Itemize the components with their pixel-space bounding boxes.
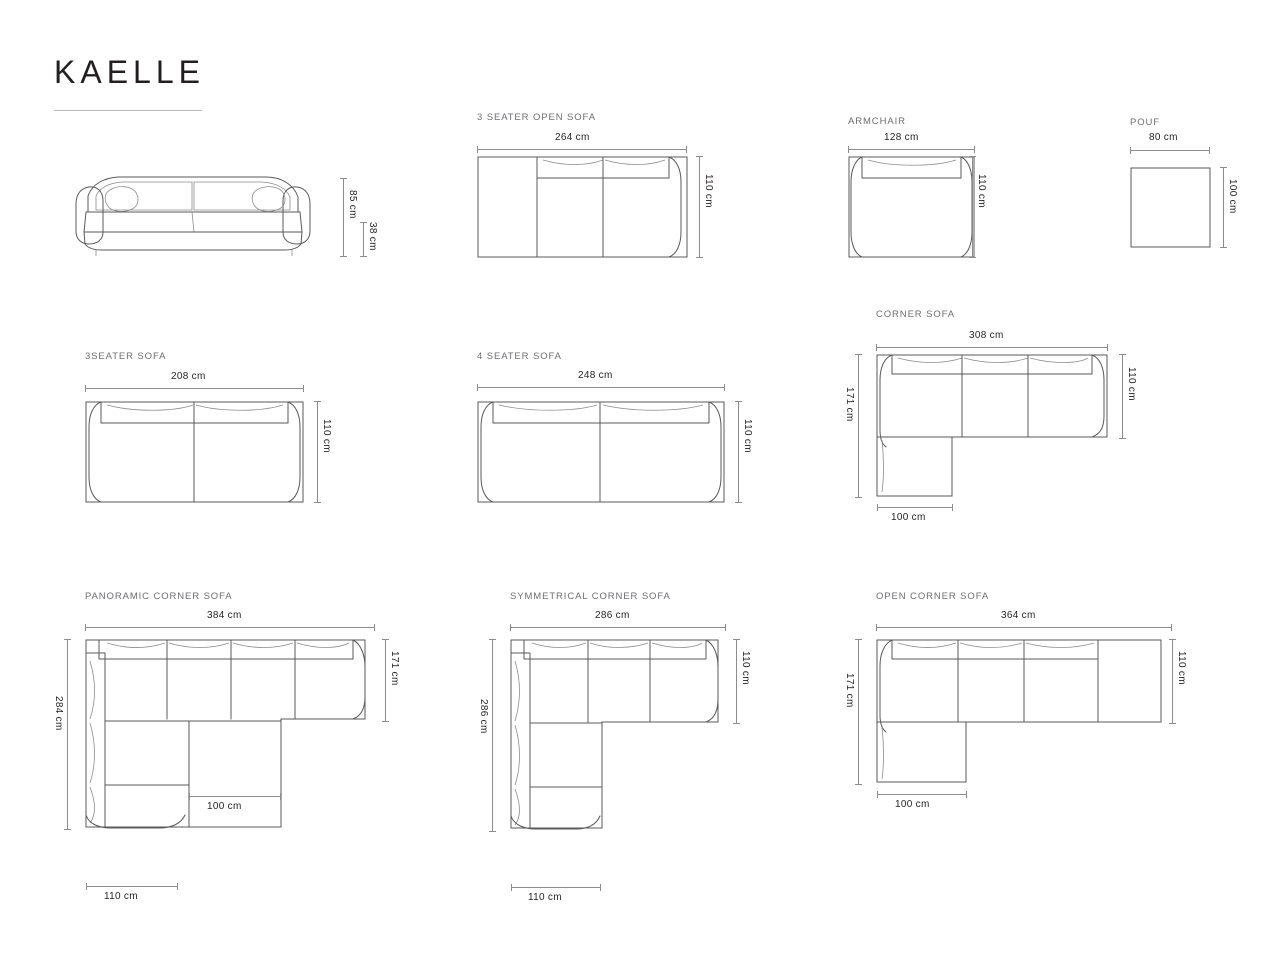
dim-tick: [360, 222, 367, 223]
dim-label-depth-right: 171 cm: [389, 651, 400, 686]
dim-tick: [477, 384, 478, 391]
plan-pouf: [1130, 167, 1214, 251]
plan-3-seater-open-sofa: [477, 156, 692, 261]
diagram-hero-sofa: [70, 160, 378, 270]
dim-tick: [725, 624, 726, 631]
dim-line-depth: [1223, 167, 1224, 247]
dim-line-38: [363, 222, 364, 256]
dim-label-chaise-width: 100 cm: [895, 799, 930, 810]
dim-tick: [64, 829, 71, 830]
dim-tick: [952, 504, 953, 511]
dim-tick: [510, 624, 511, 631]
plan-corner-sofa: [876, 354, 1112, 499]
dim-tick: [303, 385, 304, 392]
dim-label-seat-height: 38 cm: [367, 222, 378, 251]
plan-armchair: [848, 156, 978, 261]
dim-label-width: 264 cm: [555, 132, 590, 143]
dim-line-depth-right: [385, 639, 386, 721]
dim-label-width: 364 cm: [1001, 610, 1036, 621]
dim-line-width: [1130, 150, 1210, 151]
dim-label-depth-left: 171 cm: [844, 387, 855, 422]
dim-tick: [382, 721, 389, 722]
dim-label-depth: 110 cm: [742, 419, 753, 453]
diagram-armchair: [848, 116, 1028, 276]
dim-label-width: 286 cm: [595, 610, 630, 621]
dim-label-total-height: 85 cm: [347, 190, 358, 219]
dim-tick: [876, 344, 877, 351]
dim-label-chaise-width: 100 cm: [207, 801, 242, 812]
dim-tick: [855, 497, 862, 498]
dim-line-depth: [317, 401, 318, 502]
diagram-3-seater-open-sofa: [477, 112, 737, 272]
dim-label-depth: 110 cm: [703, 174, 714, 208]
dim-label-width: 248 cm: [578, 370, 613, 381]
dim-tick: [1119, 438, 1126, 439]
dim-tick: [489, 831, 496, 832]
dim-label-depth: 100 cm: [1227, 179, 1238, 214]
dim-line-chaise: [877, 507, 953, 508]
hero-sofa-drawing: [70, 160, 320, 270]
dim-line-depth: [738, 401, 739, 502]
dim-tick: [280, 793, 281, 800]
label-armchair: ARMCHAIR: [848, 116, 906, 127]
brand-block: [54, 56, 205, 111]
dim-tick: [733, 639, 740, 640]
dim-label-depth-left: 171 cm: [844, 673, 855, 708]
dim-tick: [966, 791, 967, 798]
dim-label-depth-right: 110 cm: [1176, 651, 1187, 685]
dim-label-depth-left: 286 cm: [478, 699, 489, 734]
dim-label-width: 208 cm: [171, 371, 206, 382]
dim-line-width: [848, 149, 975, 150]
dim-label-arm-width: 110 cm: [104, 891, 138, 902]
dim-line-arm: [86, 886, 178, 887]
dim-tick: [848, 146, 849, 153]
dim-label-depth-left: 284 cm: [53, 696, 64, 731]
dim-line-depth-left: [492, 639, 493, 831]
dim-tick: [855, 639, 862, 640]
dim-line-width: [477, 149, 687, 150]
dim-label-chaise-width: 100 cm: [891, 512, 926, 523]
dim-line-chaise: [189, 796, 281, 797]
dim-tick: [735, 502, 742, 503]
dim-tick: [314, 401, 321, 402]
dim-tick: [340, 256, 347, 257]
title-divider: [54, 110, 202, 111]
dim-tick: [1130, 147, 1131, 154]
dim-tick: [489, 639, 496, 640]
dim-tick: [360, 256, 367, 257]
dim-label-width: 80 cm: [1149, 132, 1178, 143]
label-pouf: POUF: [1130, 117, 1160, 128]
dim-tick: [340, 178, 347, 179]
label-3-seater-open-sofa: 3 SEATER OPEN SOFA: [477, 112, 596, 123]
plan-4-seater-sofa: [477, 401, 729, 506]
dim-line-width: [85, 627, 375, 628]
dim-line-depth-left: [858, 354, 859, 497]
dim-tick: [189, 793, 190, 800]
dim-line-width: [510, 627, 726, 628]
dim-tick: [969, 257, 976, 258]
dim-tick: [600, 884, 601, 891]
label-4-seater-sofa: 4 SEATER SOFA: [477, 351, 562, 362]
diagram-panoramic-corner-sofa: [53, 591, 425, 911]
dim-line-depth-right: [1122, 354, 1123, 438]
dim-tick: [85, 624, 86, 631]
dim-tick: [1169, 723, 1176, 724]
page-title: KAELLE: [54, 54, 205, 90]
dim-tick: [85, 385, 86, 392]
dim-label-depth: 110 cm: [321, 419, 332, 453]
dim-line-width: [876, 627, 1172, 628]
dim-tick: [1169, 639, 1176, 640]
dim-line-depth-right: [736, 639, 737, 723]
dim-tick: [177, 883, 178, 890]
dim-tick: [877, 791, 878, 798]
diagram-4-seater-sofa: [477, 351, 757, 521]
dim-tick: [686, 146, 687, 153]
dim-label-width: 128 cm: [884, 132, 919, 143]
dim-line-width: [85, 388, 304, 389]
dim-tick: [511, 884, 512, 891]
dim-tick: [855, 354, 862, 355]
label-open-corner-sofa: OPEN CORNER SOFA: [876, 591, 990, 602]
plan-3-seater-sofa: [85, 401, 309, 506]
dim-label-width: 308 cm: [969, 330, 1004, 341]
dim-line-chaise: [877, 794, 967, 795]
dim-tick: [696, 156, 703, 157]
dim-label-depth-right: 110 cm: [740, 651, 751, 685]
label-panoramic-corner-sofa: PANORAMIC CORNER SOFA: [85, 591, 233, 602]
dim-tick: [733, 723, 740, 724]
dim-tick: [1220, 167, 1227, 168]
dim-line-depth-left: [67, 639, 68, 829]
dim-tick: [382, 639, 389, 640]
label-corner-sofa: CORNER SOFA: [876, 309, 956, 320]
diagram-symmetrical-corner-sofa: [478, 591, 770, 911]
dim-line-depth: [699, 156, 700, 257]
plan-symmetrical-corner-sofa: [510, 639, 732, 875]
dim-tick: [1209, 147, 1210, 154]
dim-line-depth: [972, 156, 973, 257]
dim-tick: [696, 257, 703, 258]
dim-tick: [1107, 344, 1108, 351]
dim-tick: [477, 146, 478, 153]
dim-line-depth-left: [858, 639, 859, 784]
dim-line-depth-right: [1172, 639, 1173, 723]
dim-line-arm: [511, 887, 601, 888]
dim-tick: [374, 624, 375, 631]
dim-tick: [735, 401, 742, 402]
diagram-open-corner-sofa: [844, 591, 1187, 851]
dim-tick: [314, 502, 321, 503]
plan-panoramic-corner-sofa: [85, 639, 381, 874]
dim-label-depth-right: 110 cm: [1126, 367, 1137, 401]
dim-tick: [969, 156, 976, 157]
dim-tick: [876, 624, 877, 631]
diagram-3-seater-sofa: [85, 351, 335, 521]
dim-line-width: [876, 347, 1108, 348]
dim-tick: [855, 784, 862, 785]
dim-tick: [64, 639, 71, 640]
dim-tick: [877, 504, 878, 511]
dim-label-width: 384 cm: [207, 610, 242, 621]
dim-tick: [1119, 354, 1126, 355]
diagram-corner-sofa: [844, 309, 1176, 549]
dim-line-width: [477, 387, 725, 388]
dim-tick: [1220, 247, 1227, 248]
label-3-seater-sofa: 3SEATER SOFA: [85, 351, 167, 362]
dim-line-85: [343, 178, 344, 256]
dim-tick: [1171, 624, 1172, 631]
dim-tick: [974, 146, 975, 153]
label-symmetrical-corner-sofa: SYMMETRICAL CORNER SOFA: [510, 591, 671, 602]
dim-label-depth: 110 cm: [976, 174, 987, 208]
diagram-pouf: [1130, 117, 1260, 267]
dim-tick: [86, 883, 87, 890]
dim-tick: [724, 384, 725, 391]
dim-label-arm-width: 110 cm: [528, 892, 562, 903]
